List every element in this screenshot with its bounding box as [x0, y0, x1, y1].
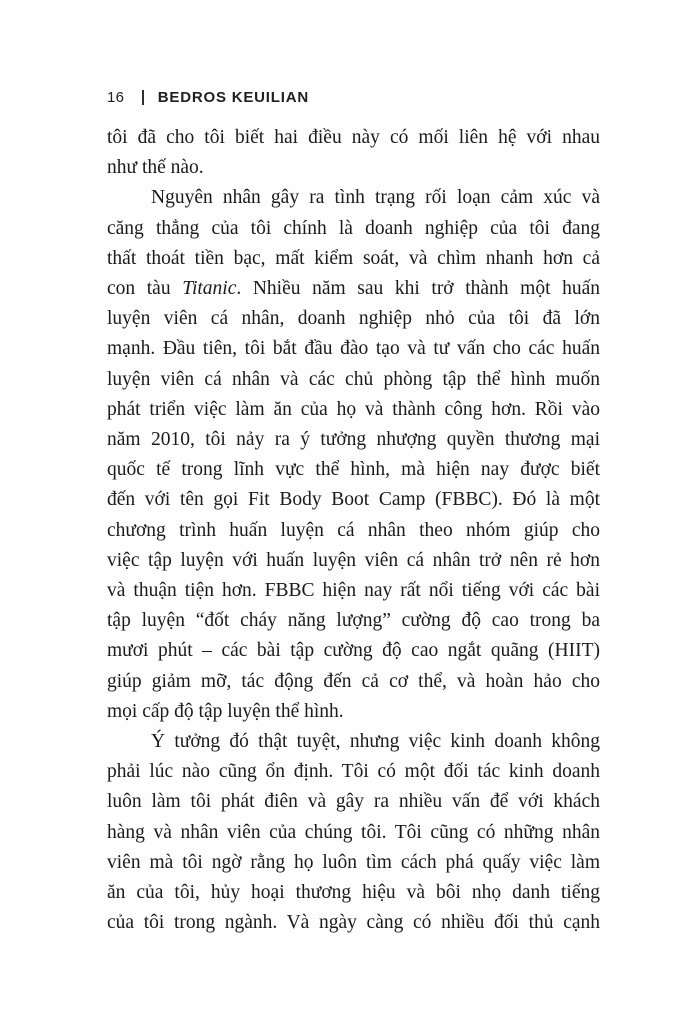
text-line: hàng và nhân viên của chúng tôi. Tôi cũng có những nhân	[107, 821, 600, 843]
text-fragment: con tàu	[107, 278, 183, 300]
text-fragment: . Nhiều năm sau khi trở thành một huấn	[236, 278, 600, 300]
body-text	[107, 123, 600, 938]
text-line: chương trình huấn luyện cá nhân theo nhóm giúp cho	[107, 519, 600, 541]
text-line: của tôi trong ngành. Và ngày càng có nhiều đối thủ cạnh	[107, 912, 600, 934]
text-line: luyện viên cá nhân, doanh nghiệp nhỏ của tôi đã lớn	[107, 308, 600, 330]
text-line: mọi cấp độ tập luyện thể hình.	[107, 700, 344, 722]
text-line: quốc tế trong lĩnh vực thể hình, mà hiện nay được biết	[107, 459, 600, 481]
text-line: căng thẳng của tôi chính là doanh nghiệp của tôi đang	[107, 217, 600, 239]
text-line: mươi phút – các bài tập cường độ cao ngắt quãng (HIIT)	[107, 640, 600, 662]
paragraph-1	[107, 123, 600, 183]
italic-title: Titanic	[182, 278, 237, 300]
text-line-with-italic	[107, 274, 600, 304]
text-line: phát triển việc làm ăn của họ và thành công hơn. Rồi vào	[107, 398, 600, 420]
text-line: năm 2010, tôi nảy ra ý tưởng nhượng quyền thương mại	[107, 429, 600, 451]
page-number: 16	[107, 88, 125, 106]
text-line: tôi đã cho tôi biết hai điều này có mối liên hệ với nhau	[107, 127, 600, 148]
text-line: giúp giảm mỡ, tác động đến cả cơ thể, và hoàn hảo cho	[107, 670, 600, 692]
paragraph-2	[107, 183, 600, 727]
paragraph-3	[107, 727, 600, 938]
running-header	[107, 86, 309, 108]
text-line: Ý tưởng đó thật tuyệt, nhưng việc kinh doanh không	[151, 731, 600, 753]
header-separator	[142, 90, 144, 105]
text-line: tập luyện “đốt cháy năng lượng” cường độ cao trong ba	[107, 610, 600, 632]
text-line: thất thoát tiền bạc, mất kiểm soát, và chìm nhanh hơn cả	[107, 247, 600, 269]
text-line: viên mà tôi ngờ rằng họ luôn tìm cách phá quấy việc làm	[107, 851, 600, 873]
text-line: phải lúc nào cũng ổn định. Tôi có một đối tác kinh doanh	[107, 761, 600, 783]
text-line: luôn làm tôi phát điên và gây ra nhiều vấn để với khách	[107, 791, 600, 813]
text-line: ăn của tôi, hủy hoại thương hiệu và bôi nhọ danh tiếng	[107, 882, 600, 904]
author-name: BEDROS KEUILIAN	[157, 88, 309, 106]
text-line: mạnh. Đầu tiên, tôi bắt đầu đào tạo và tư vấn cho các huấn	[107, 338, 600, 360]
text-line: luyện viên cá nhân và các chủ phòng tập thể hình muốn	[107, 368, 600, 390]
text-line: Nguyên nhân gây ra tình trạng rối loạn cảm xúc và	[151, 187, 600, 209]
text-line: đến với tên gọi Fit Body Boot Camp (FBBC). Đó là một	[107, 489, 600, 511]
text-line: việc tập luyện với huấn luyện viên cá nhân trở nên rẻ hơn	[107, 549, 600, 571]
text-line: và thuận tiện hơn. FBBC hiện nay rất nổi tiếng với các bài	[107, 580, 600, 602]
text-line: như thế nào.	[107, 157, 204, 179]
